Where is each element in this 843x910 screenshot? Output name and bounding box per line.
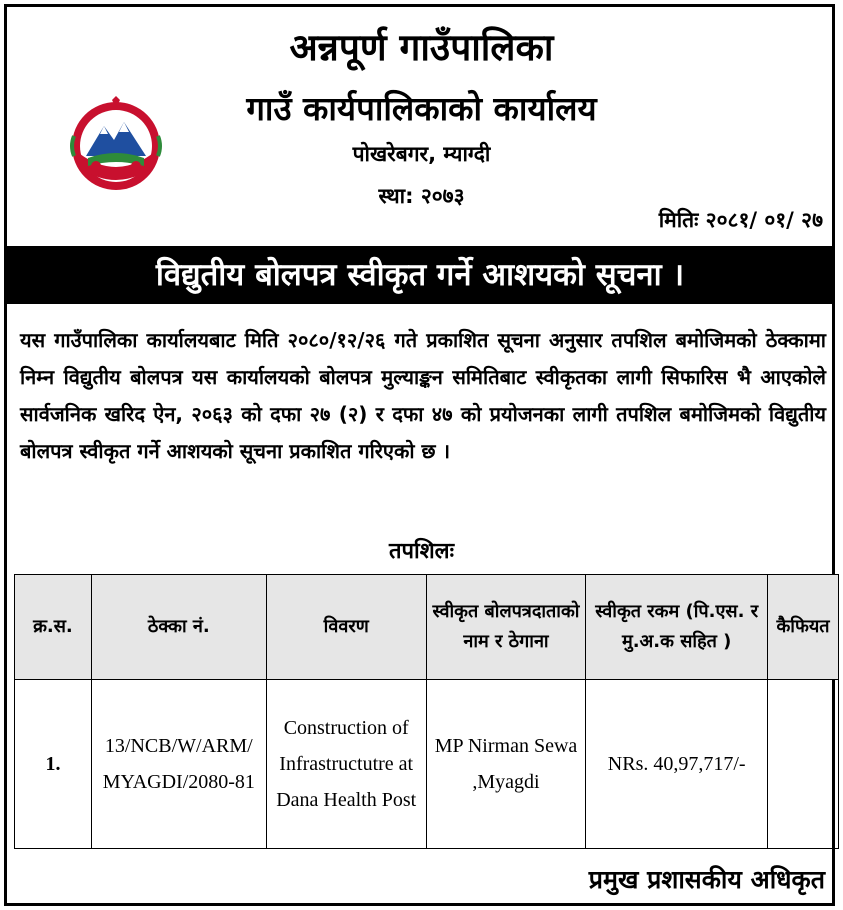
cell-remarks [768,680,839,849]
bid-acceptance-table [14,574,839,849]
header-amount: स्वीकृत रकम (पि.एस. र मु.अ.क सहित ) [586,575,768,680]
notice-date: मितिः २०८१/ ०१/ २७ [658,208,823,232]
header-contract-no: ठेक्का नं. [91,575,266,680]
letterhead [0,0,843,240]
table-header-row [15,575,839,680]
header-bidder: स्वीकृत बोलपत्रदाताको नाम र ठेगाना [426,575,586,680]
header-remarks: कैफियत [768,575,839,680]
notice-body: यस गाउँपालिका कार्यालयबाट मिति २०८०/१२/२६ गते प्रकाशित सूचना अनुसार तपशिल बमोजिमको ठेक्कामा निम्न विद्युतीय बोलपत्र यस कार्यालयको बोलपत्र मुल्याङ्कन समितिबाट स्वीकृतका लागी सिफारिस भै आएकोले सार्वजनिक खरिद ऐन, २०६३ को दफा २७ (२) र दफा ४७ को प्रयोजनका लागी तपशिल बमोजिमको विद्युतीय बोलपत्र स्वीकृत गर्ने आशयको सूचना प्रकाशित गरिएको छ । [20,328,826,463]
signature-title: प्रमुख प्रशासकीय अधिकृत [588,865,825,894]
cell-contract-no: 13/NCB/W/ARM/ MYAGDI/2080-81 [91,680,266,849]
cell-description: Construction of Infrastructutre at Dana Health Post [266,680,426,849]
cell-serial: 1. [15,680,92,849]
municipality-name: अन्नपूर्ण गाउँपालिका [289,26,554,69]
established-year: स्था: २०७३ [378,184,465,208]
cell-amount: NRs. 40,97,717/- [586,680,768,849]
office-address: पोखरेबगर, म्याग्दी [352,142,491,166]
table-row [15,680,839,849]
notice-title-banner: विद्युतीय बोलपत्र स्वीकृत गर्ने आशयको सूचना । [5,246,835,304]
schedule-heading: तपशिलः [388,539,455,564]
cell-bidder: MP Nirman Sewa ,Myagdi [426,680,586,849]
office-name: गाउँ कार्यपालिकाको कार्यालय [246,89,597,128]
header-description: विवरण [266,575,426,680]
header-serial: क्र.स. [15,575,92,680]
